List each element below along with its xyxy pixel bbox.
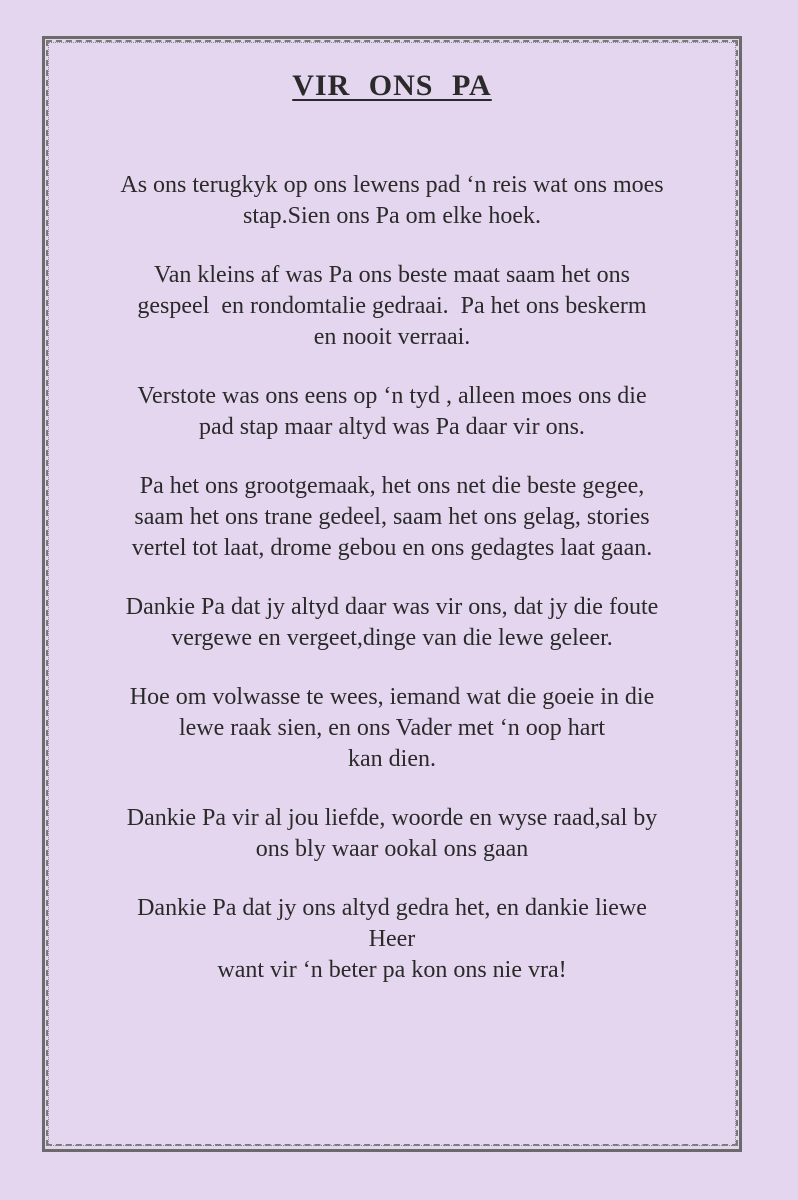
poem-line: Van kleins af was Pa ons beste maat saam het ons	[154, 262, 630, 288]
poem-line: pad stap maar altyd was Pa daar vir ons.	[199, 414, 585, 440]
poem-line: saam het ons trane gedeel, saam het ons gelag, stories	[134, 504, 650, 530]
poem-line: en nooit verraai.	[313, 324, 471, 350]
poem-line: stap.Sien ons Pa om elke hoek.	[243, 203, 541, 229]
poem-line: kan dien.	[348, 746, 436, 772]
poem-line: Dankie Pa dat jy altyd daar was vir ons, dat jy die foute	[125, 594, 659, 620]
poem-line: Dankie Pa vir al jou liefde, woorde en wyse raad,sal by	[126, 805, 658, 831]
poem-line: want vir ‘n beter pa kon ons nie vra!	[217, 957, 567, 983]
poem-line: Pa het ons grootgemaak, het ons net die beste gegee,	[139, 473, 645, 499]
poem-stanza	[60, 682, 724, 775]
poem-line: vergewe en vergeet,dinge van die lewe geleer.	[171, 625, 613, 651]
poem-stanza	[60, 592, 724, 654]
poem	[60, 66, 724, 1014]
poem-line: ons bly waar ookal ons gaan	[255, 836, 529, 862]
poem-line: vertel tot laat, drome gebou en ons gedagtes laat gaan.	[131, 535, 653, 561]
poem-line: Verstote was ons eens op ‘n tyd , alleen moes ons die	[137, 383, 647, 409]
poem-stanza	[60, 893, 724, 986]
poem-stanza	[60, 260, 724, 353]
poem-line: gespeel en rondomtalie gedraai. Pa het ons beskerm	[137, 293, 647, 319]
poem-line: As ons terugkyk op ons lewens pad ‘n reis wat ons moes	[120, 172, 664, 198]
page-border-dashed-right	[736, 40, 738, 1146]
poem-stanza	[60, 471, 724, 564]
poem-stanza	[60, 803, 724, 865]
poem-line: Hoe om volwasse te wees, iemand wat die goeie in die	[129, 684, 655, 710]
poem-line: Heer	[368, 926, 416, 952]
poem-stanza	[60, 170, 724, 232]
poem-stanza	[60, 381, 724, 443]
poem-title: VIR ONS PA	[292, 69, 492, 102]
poem-line: Dankie Pa dat jy ons altyd gedra het, en dankie liewe	[137, 895, 647, 921]
poem-line: lewe raak sien, en ons Vader met ‘n oop hart	[178, 715, 606, 741]
